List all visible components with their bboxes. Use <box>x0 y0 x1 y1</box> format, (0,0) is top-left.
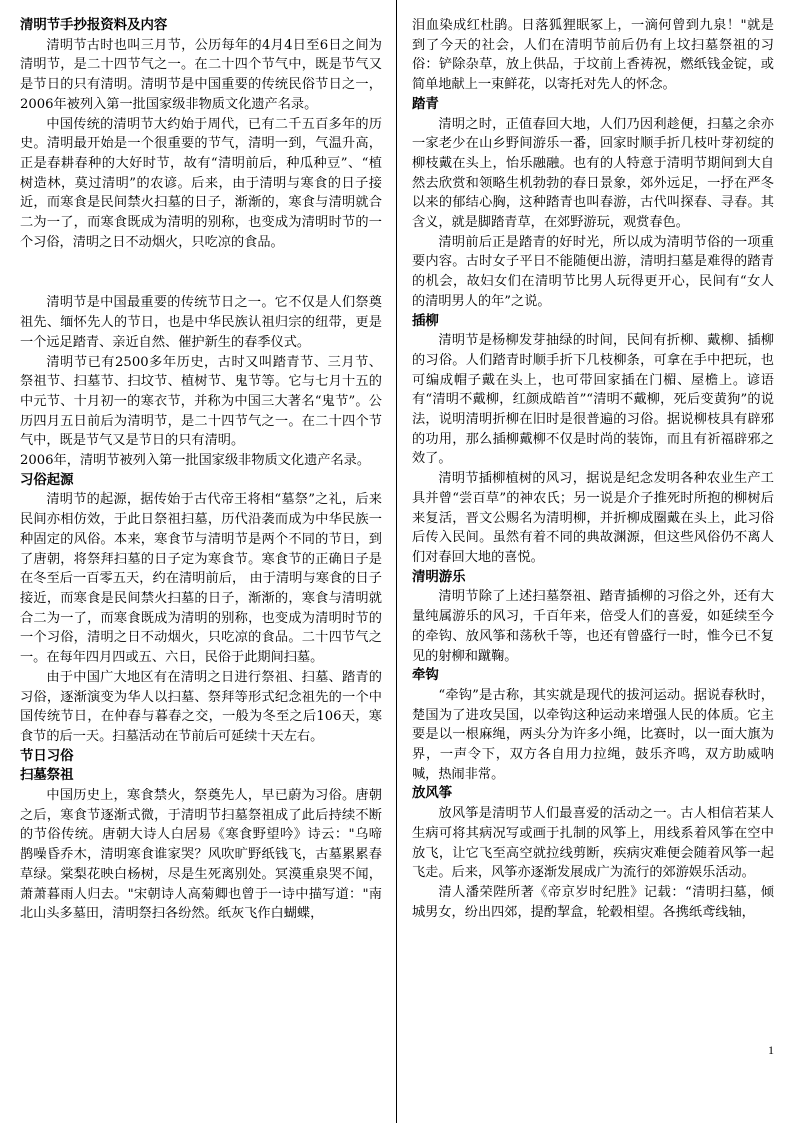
section-heading-customs: 节日习俗 <box>20 748 74 764</box>
paragraph: 清明节的起源，据传始于古代帝王将相“墓祭”之礼，后来民间亦相仿效，于此日祭祖扫墓，历代沿袭而成为中华民族一种固定的风俗。本来，寒食节与清明节是两个不同的节日，到了唐朝，将祭拜扫墓的日子定为寒食节。寒食节的正确日子是在冬至后一百零五天，约在清明前后， 由于清明与寒食的日子接近，而寒食是民间禁火扫墓的日子，渐渐的，寒食与清明就合二为一了，而寒食既成为清明的别称，也变成为清明时节的一个习俗，清明之日不动烟火，只吃凉的食品。二十四节气之一。在每年四月四或五、六日，民俗于此期间扫墓。 <box>20 492 382 666</box>
section-heading-outing: 踏青 <box>412 96 439 112</box>
paragraph: “牵钩”是古称，其实就是现代的拔河运动。据说春秋时，楚国为了进攻吴国，以牵钩这种运动来增强人民的体质。它主要是以一根麻绳，两头分为许多小绳，比赛时，以一面大旗为界，一声令下，双方各自用力拉绳，鼓乐齐鸣，双方助威呐喊，热闹非常。 <box>412 687 774 782</box>
paragraph: 2006年，清明节被列入第一批国家级非物质文化遗产名录。 <box>20 453 371 469</box>
blank-space <box>20 252 382 293</box>
paragraph: 清明节是中国最重要的传统节日之一。它不仅是人们祭奠祖先、缅怀先人的节日，也是中华民族认祖归宗的纽带，更是一个远足踏青、亲近自然、催护新生的春季仪式。 <box>20 295 382 350</box>
paragraph: 清明之时，正值春回大地，人们乃因利趁便，扫墓之余亦一家老少在山乡野间游乐一番，回家时顺手折几枝叶芽初绽的柳枝戴在头上，怡乐融融。也有的人特意于清明节期间到大自然去欣赏和领略生机勃勃的春日景象，郊外远足，一抒在严冬以来的郁结心胸，这种踏青也叫春游，古代叫探春、寻春。其含义，就是脚踏青草，在郊野游玩，观赏春色。 <box>412 116 774 231</box>
paragraph: 清明节除了上述扫墓祭祖、踏青插柳的习俗之外，还有大量纯属游乐的风习，千百年来，倍受人们的喜爱，如延续至今的牵钩、放风筝和荡秋千等，也还有曾盛行一时，惟今已不复见的射柳和蹴鞠。 <box>412 589 774 664</box>
paragraph: 清明节是杨柳发芽抽绿的时间，民间有折柳、戴柳、插柳的习俗。人们踏青时顺手折下几枝柳条，可拿在手中把玩，也可编成帽子戴在头上，也可带回家插在门楣、屋檐上。谚语有“清明不戴柳，红颜成皓首”“清明不戴柳，死后变黄狗”的说法，说明清明折柳在旧时是很普遍的习俗。据说柳枝具有辟邪的功用，那么插柳戴柳不仅是时尚的装饰，而且有祈福辟邪之效了。 <box>412 333 774 467</box>
paragraph: 清明节古时也叫三月节，公历每年的4月4日至6日之间为清明节，是二十四节气之一。在二十四个节气中，既是节气又是节日的只有清明。清明节是中国重要的传统民俗节日之一，2006年被列入第一批国家级非物质文化遗产名录。 <box>20 37 382 112</box>
section-heading-kite: 放风筝 <box>412 786 453 802</box>
left-column <box>20 16 382 924</box>
paragraph: 清人潘荣陛所著《帝京岁时纪胜》记载：“清明扫墓，倾城男女，纷出四郊，提酌挈盒，轮毂相望。各携纸鸢线轴， <box>412 884 774 920</box>
right-column <box>412 16 774 922</box>
section-heading-willow: 插柳 <box>412 313 439 329</box>
column-divider <box>396 0 397 1123</box>
section-heading-origin: 习俗起源 <box>20 472 74 488</box>
document-title: 清明节手抄报资料及内容 <box>20 18 168 33</box>
paragraph: 清明前后正是踏青的好时光，所以成为清明节俗的一项重要内容。古时女子平日不能随便出游，清明扫墓是难得的踏青的机会，故妇女们在清明节比男人玩得更开心，民间有“女人的清明男人的年”之说。 <box>412 234 774 309</box>
page-number: 1 <box>768 1043 774 1057</box>
paragraph: 由于中国广大地区有在清明之日进行祭祖、扫墓、踏青的习俗，逐渐演变为华人以扫墓、祭拜等形式纪念祖先的一个中国传统节日，在仲春与暮春之交，一般为冬至之后106天，寒食节的后一天。扫墓活动在节前后可延续十天左右。 <box>20 669 382 744</box>
paragraph: 中国历史上，寒食禁火，祭奠先人，早已蔚为习俗。唐朝之后，寒食节逐渐式微，于清明节扫墓祭祖成了此后持续不断的节俗传统。唐朝大诗人白居易《寒食野望吟》诗云："乌啼鹊噪昏乔木，清明寒食谁家哭？风吹旷野纸钱飞，古墓累累春草绿。棠梨花映白杨树，尽是生死离别处。冥漠重泉哭不闻，萧萧暮雨人归去。"宋朝诗人高菊卿也曾于一诗中描写道："南北山头多墓田，清明祭扫各纷然。纸灰飞作白蝴蝶， <box>20 788 382 922</box>
paragraph: 清明节插柳植树的风习，据说是纪念发明各种农业生产工具并曾“尝百草”的神农氏；另一说是介子推死时所抱的柳树后来复活，晋文公赐名为清明柳，并折柳成圈戴在头上，此习俗后传入民间。虽然有着不同的典故渊源，但这些风俗仍不离人们对春回大地的喜悦。 <box>412 471 774 565</box>
section-heading-amusements: 清明游乐 <box>412 569 466 585</box>
paragraph: 放风筝是清明节人们最喜爱的活动之一。古人相信若某人生病可将其病况写或画于扎制的风筝上，用线系着风筝在空中放飞，让它飞至高空就拉线剪断，疾病灾难便会随着风筝一起飞走。后来，风筝亦逐渐发展成广为流行的郊游娱乐活动。 <box>412 806 774 881</box>
section-heading-tug-of-war: 牵钩 <box>412 668 439 684</box>
paragraph: 中国传统的清明节大约始于周代，已有二千五百多年的历史。清明最开始是一个很重要的节气，清明一到，气温升高，正是春耕春种的大好时节，故有“清明前后，种瓜种豆”、“植树造林，莫过清明”的农谚。后来，由于清明与寒食的日子接近，而寒食是民间禁火扫墓的日子，渐渐的，寒食与清明就合二为一了，而寒食既成为清明的别称，也变成为清明时节的一个习俗，清明之日不动烟火，只吃凉的食品。 <box>20 116 382 250</box>
section-heading-tomb-sweeping: 扫墓祭祖 <box>20 768 74 784</box>
paragraph: 清明节已有2500多年历史，古时又叫踏青节、三月节、祭祖节、扫墓节、扫坟节、植树节、鬼节等。它与七月十五的中元节、十月初一的寒衣节，并称为中国三大著名“鬼节”。公历四月五日前后为清明节，是二十四节气之一。在二十四个节气中，既是节气又是节日的只有清明。 <box>20 354 382 449</box>
paragraph: 泪血染成红杜鹃。日落狐狸眠冢上，一滴何曾到九泉！"就是到了今天的社会，人们在清明节前后仍有上坟扫墓祭祖的习俗：铲除杂草，放上供品，于坟前上香祷祝，燃纸钱金锭，或简单地献上一束鲜花，以寄托对先人的怀念。 <box>412 18 774 93</box>
